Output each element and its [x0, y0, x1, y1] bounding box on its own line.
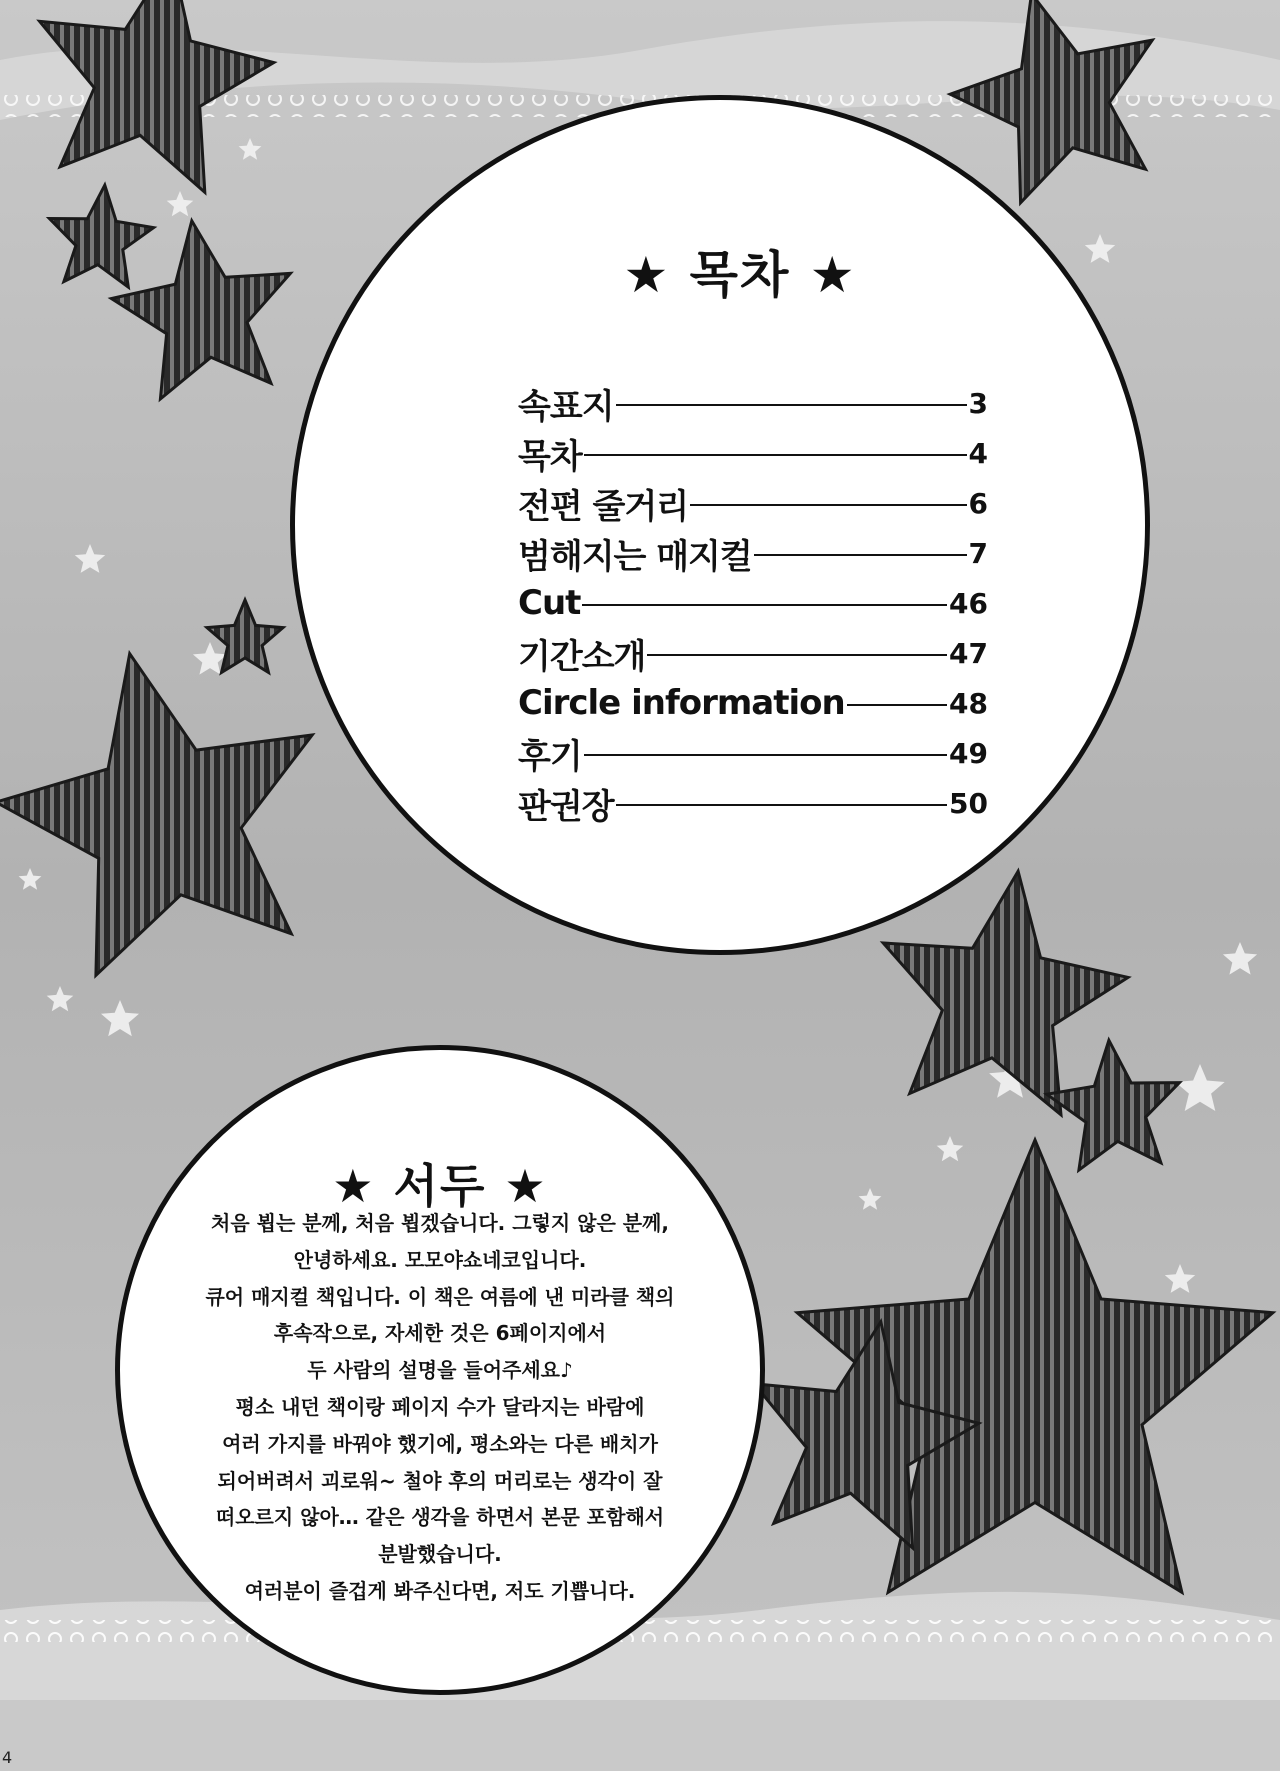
- toc-entry-page: 4: [968, 436, 988, 470]
- toc-leader-line: [584, 754, 947, 756]
- intro-line: 떠오르지 않아… 같은 생각을 하면서 본문 포함해서: [215, 1505, 665, 1530]
- intro-line: 두 사람의 설명을 들어주세요♪: [307, 1358, 573, 1383]
- toc-entry-label: 전편 줄거리: [518, 486, 689, 527]
- intro-line: 분발했습니다.: [378, 1542, 502, 1567]
- intro-line: 후속작으로, 자세한 것은 6페이지에서: [273, 1321, 607, 1346]
- toc-entry: [518, 478, 988, 528]
- toc-entry-label: 후기: [518, 736, 582, 777]
- toc-leader-line: [647, 654, 947, 656]
- toc-entry: [518, 528, 988, 578]
- toc-entry: [518, 578, 988, 628]
- toc-entry-page: 6: [968, 486, 988, 520]
- intro-line: 평소 내던 책이랑 페이지 수가 달라지는 바람에: [235, 1394, 645, 1419]
- toc-entry-label: 속표지: [518, 386, 614, 427]
- toc-entry: [518, 428, 988, 478]
- toc-entry: [518, 678, 988, 728]
- page-number: 4: [2, 1748, 13, 1767]
- intro-line: 큐어 매지컬 책입니다. 이 책은 여름에 낸 미라클 책의: [205, 1284, 675, 1309]
- toc-leader-line: [754, 554, 967, 556]
- intro-line: 여러분이 즐겁게 봐주신다면, 저도 기쁩니다.: [244, 1578, 636, 1603]
- toc-entry: [518, 728, 988, 778]
- intro-line: 처음 뵙는 분께, 처음 뵙겠습니다. 그렇지 않은 분께,: [211, 1211, 669, 1235]
- toc-entry-label: 목차: [518, 436, 582, 477]
- toc-list: [518, 378, 988, 828]
- toc-entry-page: 7: [968, 536, 988, 570]
- toc-entry: [518, 378, 988, 428]
- toc-title: ★ 목차 ★: [623, 246, 857, 304]
- toc-leader-line: [847, 704, 947, 706]
- toc-entry-label: 기간소개: [518, 636, 646, 677]
- intro-text: [140, 1205, 740, 1610]
- toc-entry-page: 47: [949, 636, 988, 670]
- bottom-band: [0, 1700, 1280, 1771]
- toc-leader-line: [616, 804, 947, 806]
- toc-entry-page: 48: [949, 686, 988, 720]
- toc-entry-label: Circle information: [518, 683, 845, 723]
- intro-line: 안녕하세요. 모모야쇼네코입니다.: [293, 1247, 587, 1272]
- toc-entry: [518, 628, 988, 678]
- intro-title: ★ 서두 ★: [332, 1159, 548, 1213]
- toc-entry-label: 판권장: [518, 786, 614, 827]
- toc-entry-page: 3: [968, 386, 988, 420]
- toc-entry-label: Cut: [518, 583, 581, 623]
- toc-entry-page: 50: [949, 786, 988, 820]
- intro-line: 여러 가지를 바꿔야 했기에, 평소와는 다른 배치가: [222, 1431, 658, 1456]
- toc-entry-label: 범해지는 매지컬: [518, 536, 752, 577]
- toc-leader-line: [584, 454, 967, 456]
- toc-entry: [518, 778, 988, 828]
- intro-line: 되어버려서 괴로워~ 철야 후의 머리로는 생각이 잘: [217, 1468, 663, 1493]
- toc-leader-line: [582, 604, 947, 606]
- toc-entry-page: 46: [949, 586, 988, 620]
- toc-leader-line: [616, 404, 967, 406]
- toc-entry-page: 49: [949, 736, 988, 770]
- toc-leader-line: [690, 504, 966, 506]
